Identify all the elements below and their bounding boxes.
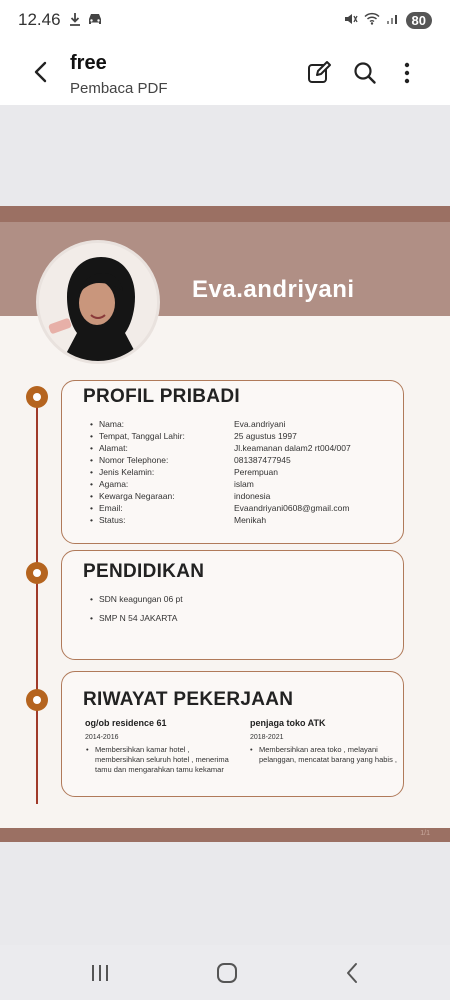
education-card: PENDIDIKAN • SDN keagungan 06 pt • SMP N 54 JAKARTA [61, 550, 404, 660]
profile-card: PROFIL PRIBADI • Nama: Eva.andriyani • Tempat, Tanggal Lahir: 25 agustus 1997 • Alamat: Jl.keamanan dalam2 rt004/007 • Nomor Telephone: 081387477945 • Jenis Kelamin: Perempuan • Agama: islam • Kewarga Negaraan: indonesia • Email: Evaandriyani0608@gmail.com • Status: Menikah [61, 380, 404, 544]
work-history-card [61, 671, 404, 797]
home-button[interactable] [212, 958, 242, 988]
home-icon [212, 958, 242, 988]
back-button[interactable] [28, 58, 56, 86]
battery-indicator: 80 [406, 12, 432, 29]
timeline-dot [26, 562, 48, 584]
job-title: og/ob residence 61 [85, 718, 167, 728]
job-years: 2018-2021 [250, 734, 284, 741]
nav-back-button[interactable] [338, 958, 368, 988]
search-button[interactable] [352, 60, 378, 86]
system-nav-bar [0, 945, 450, 1000]
search-icon [352, 60, 378, 86]
recent-apps-icon [85, 958, 115, 988]
status-time: 12.46 [18, 10, 61, 29]
job-title: penjaga toko ATK [250, 718, 326, 728]
page-number: 1/1 [420, 830, 430, 837]
status-icons [344, 12, 432, 29]
cv-name: Eva.andriyani [192, 276, 355, 303]
back-arrow-icon [28, 58, 56, 86]
page-bottom-stripe [0, 828, 450, 842]
profile-photo [36, 240, 160, 364]
timeline-line [36, 394, 38, 804]
signal-icon [386, 12, 400, 28]
section-title: RIWAYAT PEKERJAAN [83, 689, 294, 710]
section-title: PROFIL PRIBADI [83, 386, 240, 407]
wifi-icon [364, 12, 380, 28]
recent-apps-button[interactable] [85, 958, 115, 988]
more-options-button[interactable] [394, 60, 420, 86]
download-icon [69, 12, 81, 29]
job-years: 2014-2016 [85, 734, 119, 741]
timeline-dot [26, 689, 48, 711]
edit-icon [306, 60, 332, 86]
mute-icon [344, 12, 358, 29]
job-description: • Membersihkan area toko , melayani pelanggan, mencatat barang yang habis , [250, 745, 398, 764]
app-bar [0, 40, 450, 105]
pdf-page[interactable] [0, 206, 450, 842]
more-vert-icon [394, 60, 420, 86]
job-description: • Membersihkan kamar hotel , membersihkan seluruh hotel , menerima tamu dan mengarahkan tamu kekamar [86, 745, 229, 774]
status-bar [0, 0, 450, 40]
document-title: free [70, 52, 107, 74]
nav-back-icon [338, 958, 368, 988]
app-subtitle: Pembaca PDF [70, 80, 168, 97]
timeline-dot [26, 386, 48, 408]
section-title: PENDIDIKAN [83, 561, 205, 582]
car-icon [87, 12, 103, 28]
edit-button[interactable] [306, 60, 332, 86]
page-top-stripe [0, 206, 450, 222]
